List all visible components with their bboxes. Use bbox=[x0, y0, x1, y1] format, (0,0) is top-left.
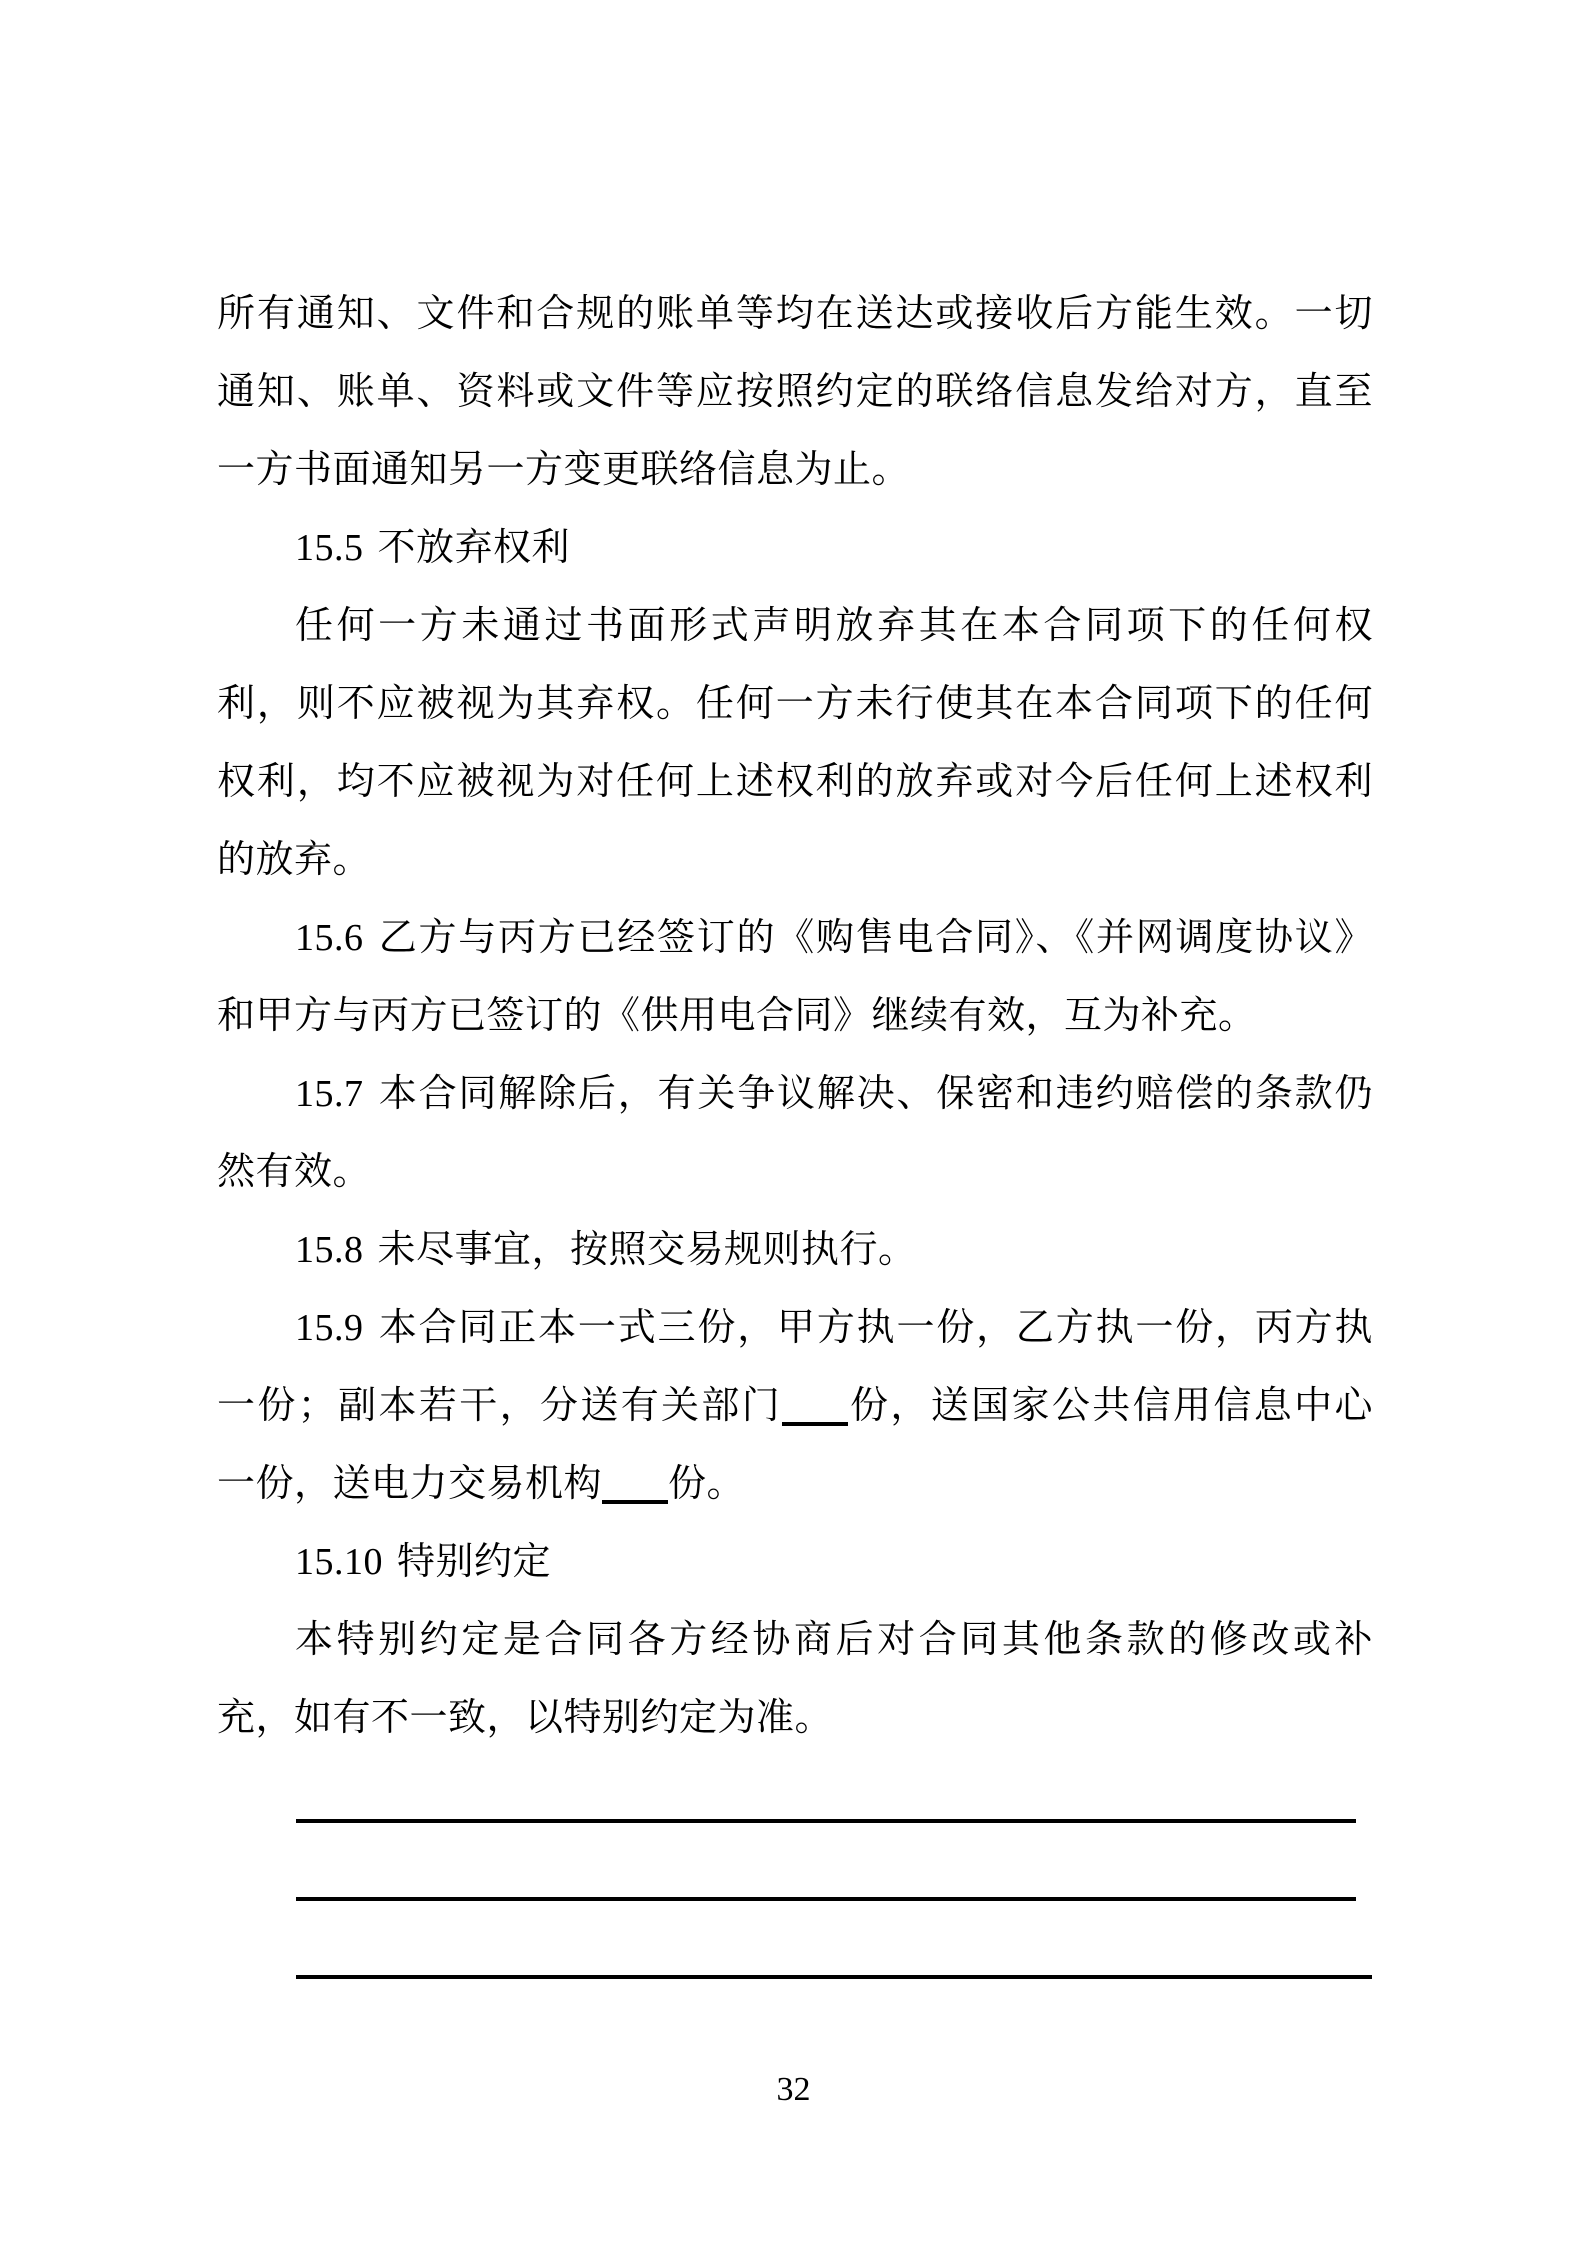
text-line bbox=[217, 353, 1373, 431]
special-provisions-blank-rule bbox=[296, 1819, 1356, 1823]
text-line bbox=[217, 821, 1373, 899]
line-text: 一份，送电力交易机构 bbox=[217, 1463, 603, 1505]
line-text: 不放弃权利 bbox=[377, 527, 571, 569]
text-line bbox=[217, 431, 1373, 509]
text-line bbox=[217, 1679, 1373, 1757]
line-text: 然有效。 bbox=[217, 1151, 372, 1193]
text-line bbox=[217, 275, 1373, 353]
line-text: 权利，均不应被视为对任何上述权利的放弃或对今后任何上述权利 bbox=[217, 761, 1373, 803]
clause-15-7 bbox=[217, 1055, 1373, 1133]
line-text: 未尽事宜，按照交易规则执行。 bbox=[377, 1229, 917, 1271]
line-text: 乙方与丙方已经签订的《购售电合同》、《并网调度协议》 bbox=[377, 917, 1373, 959]
clause-15-6 bbox=[217, 899, 1373, 977]
line-text: 任何一方未通过书面形式声明放弃其在本合同项下的任何权 bbox=[295, 605, 1373, 647]
line-text: 利，则不应被视为其弃权。任何一方未行使其在本合同项下的任何 bbox=[217, 683, 1373, 725]
line-text: 份。 bbox=[668, 1463, 746, 1505]
line-text: 一份；副本若干，分送有关部门 bbox=[217, 1385, 783, 1427]
clause-heading-15-5 bbox=[217, 509, 1373, 587]
text-line bbox=[217, 587, 1373, 665]
special-provisions-blank-rule bbox=[296, 1897, 1356, 1901]
line-text: 本特别约定是合同各方经协商后对合同其他条款的修改或补 bbox=[295, 1619, 1373, 1661]
text-line bbox=[217, 1445, 1373, 1523]
clause-number: 15.7 bbox=[295, 1073, 364, 1115]
text-line bbox=[217, 1133, 1373, 1211]
text-line bbox=[217, 665, 1373, 743]
page-number: 32 bbox=[776, 2071, 811, 2108]
clause-number: 15.8 bbox=[295, 1229, 364, 1271]
text-line bbox=[217, 1601, 1373, 1679]
clause-heading-15-10 bbox=[217, 1523, 1373, 1601]
text-block bbox=[217, 275, 1373, 1757]
clause-15-8 bbox=[217, 1211, 1373, 1289]
special-provisions-blank-rule bbox=[296, 1975, 1372, 1979]
clause-number: 15.6 bbox=[295, 917, 364, 959]
text-line bbox=[217, 1367, 1373, 1445]
line-text: 本合同正本一式三份，甲方执一份，乙方执一份，丙方执 bbox=[377, 1307, 1373, 1349]
copies-count-blank bbox=[602, 1464, 668, 1504]
line-text: 本合同解除后，有关争议解决、保密和违约赔偿的条款仍 bbox=[377, 1073, 1373, 1115]
line-text: 通知、账单、资料或文件等应按照约定的联络信息发给对方，直至 bbox=[217, 371, 1373, 413]
clause-number: 15.9 bbox=[295, 1307, 364, 1349]
copies-count-blank bbox=[782, 1386, 848, 1426]
line-text: 和甲方与丙方已签订的《供用电合同》继续有效，互为补充。 bbox=[217, 995, 1257, 1037]
line-text: 充，如有不一致，以特别约定为准。 bbox=[217, 1697, 834, 1739]
clause-15-9 bbox=[217, 1289, 1373, 1367]
clause-number: 15.5 bbox=[295, 527, 364, 569]
line-text: 一方书面通知另一方变更联络信息为止。 bbox=[217, 449, 911, 491]
text-line bbox=[217, 743, 1373, 821]
text-line bbox=[217, 977, 1373, 1055]
line-text: 份，送国家公共信用信息中心 bbox=[848, 1385, 1373, 1427]
clause-number: 15.10 bbox=[295, 1541, 383, 1583]
line-text: 特别约定 bbox=[397, 1541, 552, 1583]
line-text: 所有通知、文件和合规的账单等均在送达或接收后方能生效。一切 bbox=[217, 293, 1373, 335]
line-text: 的放弃。 bbox=[217, 839, 372, 881]
